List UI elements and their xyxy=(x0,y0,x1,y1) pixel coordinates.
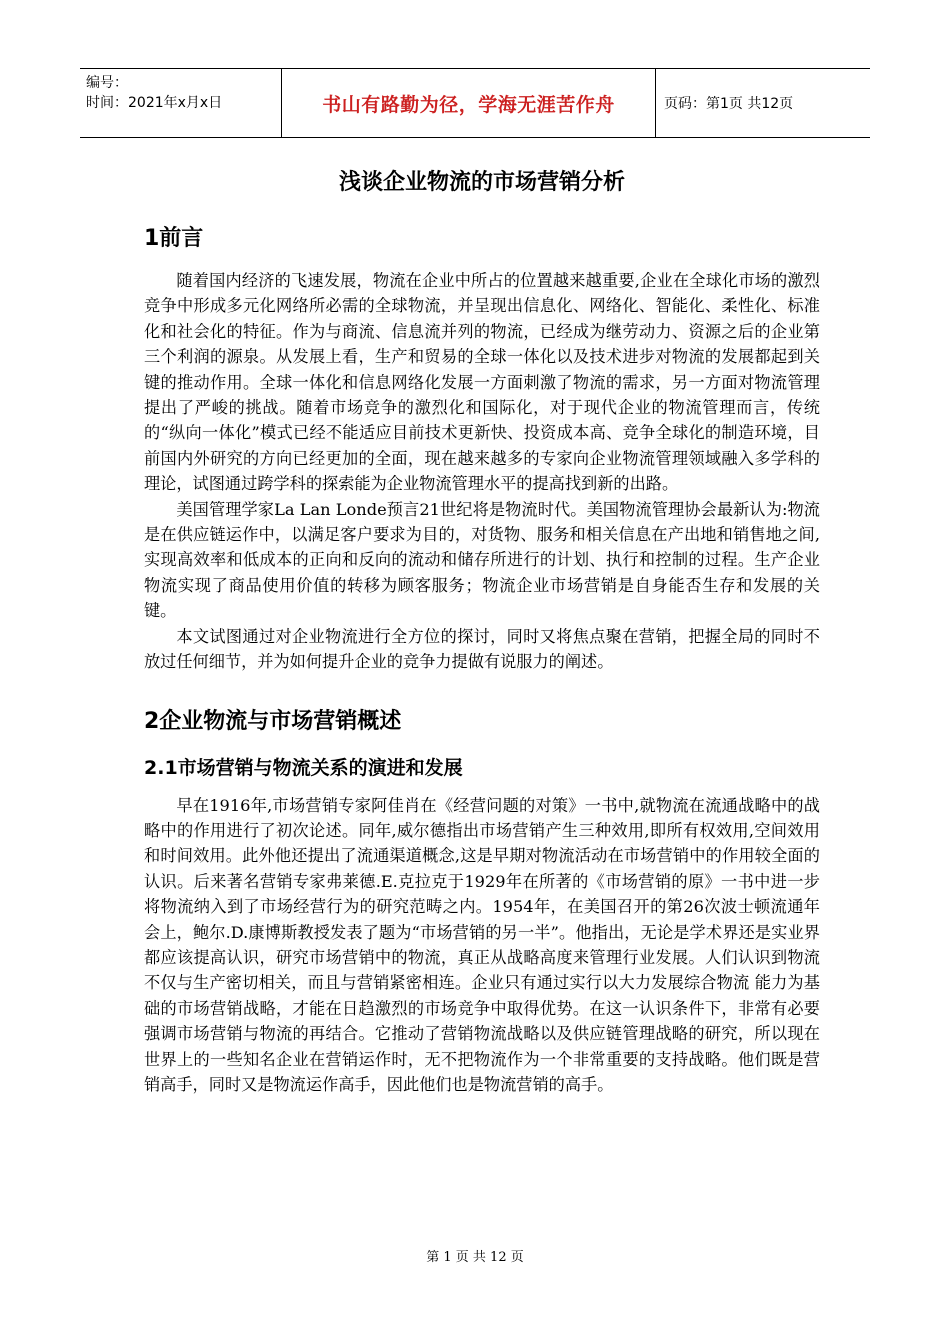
time-label: 时间：2021年x月x日 xyxy=(86,95,223,111)
header-page-info: 页码：第1页 共12页 xyxy=(664,96,794,112)
section-1-paragraph-2: 美国管理学家La Lan Londe预言21世纪将是物流时代。美国物流管理协会最新认为:物流是在供应链运作中，以满足客户要求为目的，对货物、服务和相关信息在产出地和销售地之间,实现高效率和低成本的正向和反向的流动和储存所进行的计划、执行和控制的过程。生产企业物流实现了商品使用价值的转移为顾客服务；物流企业市场营销是自身能否生存和发展的关键。 xyxy=(144,499,820,621)
document-body xyxy=(144,166,820,1097)
header-meta xyxy=(80,69,281,137)
document-title: 浅谈企业物流的市场营销分析 xyxy=(338,170,625,195)
section-2-heading: 2企业物流与市场营销概述 xyxy=(144,708,402,734)
section-2-1-paragraph-1: 早在1916年,市场营销专家阿佳肖在《经营问题的对策》一书中,就物流在流通战略中的战略中的作用进行了初次论述。同年,威尔德指出市场营销产生三种效用,即所有权效用,空间效用和时间效用。此外他还提出了流通渠道概念,这是早期对物流活动在市场营销中的作用较全面的认识。后来著名营销专家弗莱德.E.克拉克于1929年在所著的《市场营销的原》一书中进一步将物流纳入到了市场经营行为的研究范畴之内。1954年，在美国召开的第26次波士顿流通年会上，鲍尔.D.康博斯教授发表了题为“市场营销的另一半”。他指出，无论是学术界还是实业界都应该提高认识，研究市场营销中的物流，真正从战略高度来管理行业发展。人们认识到物流不仅与生产密切相关，而且与营销紧密相连。企业只有通过实行以大力发展综合物流 能力为基础的市场营销战略，才能在日趋激烈的市场竞争中取得优势。在这一认识条件下，非常有必要强调市场营销与物流的再结合。它推动了营销物流战略以及供应链管理战略的研究，所以现在世界上的一些知名企业在营销运作时，无不把物流作为一个非常重要的支持战略。他们既是营销高手，同时又是物流运作高手，因此他们也是物流营销的高手。 xyxy=(144,795,820,1094)
section-1-heading: 1前言 xyxy=(144,226,204,251)
number-label: 编号： xyxy=(86,75,128,91)
section-1-paragraph-1: 随着国内经济的飞速发展，物流在企业中所占的位置越来越重要,企业在全球化市场的激烈竞争中形成多元化网络所必需的全球物流，并呈现出信息化、网络化、智能化、柔性化、标准化和社会化的特征。作为与商流、信息流并列的物流，已经成为继劳动力、资源之后的企业第三个利润的源泉。从发展上看，生产和贸易的全球一体化以及技术进步对物流的发展都起到关键的推动作用。全球一体化和信息网络化发展一方面刺激了物流的需求，另一方面对物流管理提出了严峻的挑战。随着市场竞争的激烈化和国际化，对于现代企业的物流管理而言，传统的“纵向一体化”模式已经不能适应目前技术更新快、投资成本高、竞争全球化的制造环境，目前国内外研究的方向已经更加的全面，现在越来越多的专家向企业物流管理领域融入多学科的理论，试图通过跨学科的探索能为企业物流管理水平的提高找到新的出路。 xyxy=(144,271,820,494)
header-table xyxy=(80,68,870,138)
header-motto-cell xyxy=(281,69,656,137)
section-2-1-heading: 2.1市场营销与物流关系的演进和发展 xyxy=(144,756,463,779)
section-1-paragraph-3: 本文试图通过对企业物流进行全方位的探讨，同时又将焦点聚在营销，把握全局的同时不放过任何细节，并为如何提升企业的竞争力提做有说服力的阐述。 xyxy=(144,626,820,672)
page-footer: 第 1 页 共 12 页 xyxy=(426,1250,524,1265)
header-motto: 书山有路勤为径，学海无涯苦作舟 xyxy=(322,93,615,116)
